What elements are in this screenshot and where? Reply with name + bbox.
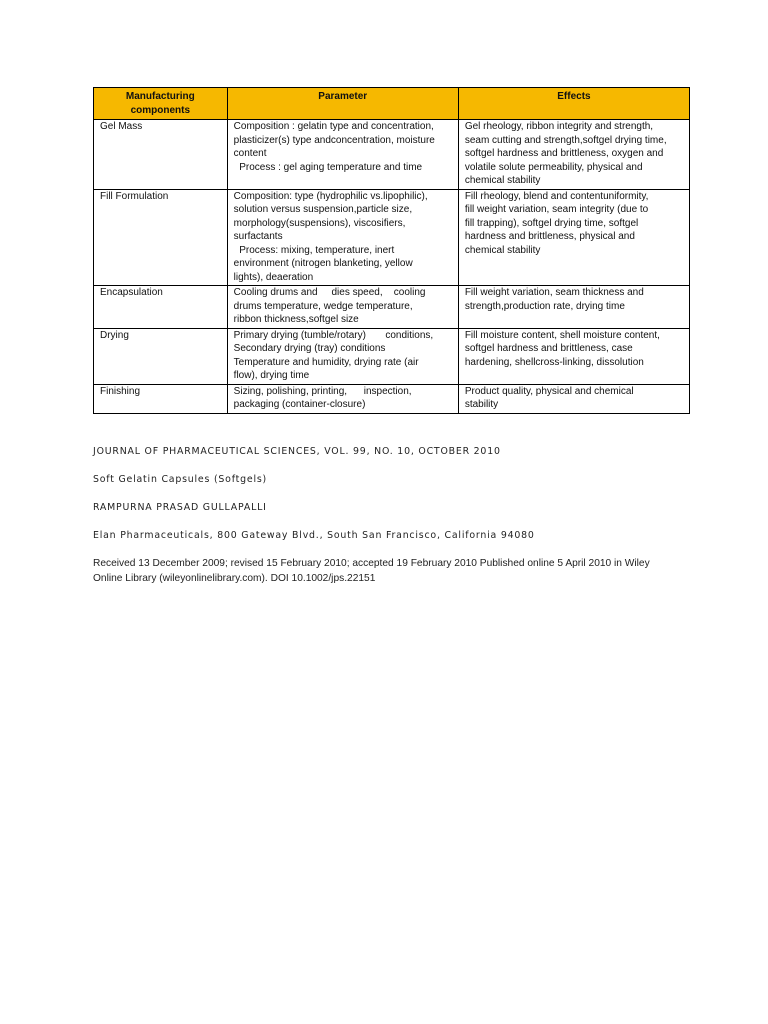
cell-parameter xyxy=(227,189,458,286)
effects-line: chemical stability xyxy=(464,244,541,256)
parameter-line: Cooling drums and dies speed, cooling xyxy=(233,287,426,298)
effects-line: hardness and brittleness, physical and xyxy=(464,231,635,242)
header-components-line1: Manufacturing xyxy=(125,91,195,102)
effects-line: hardening, shellcross-linking, dissolution xyxy=(464,356,644,368)
parameter-line: plasticizer(s) type andconcentration, moisture xyxy=(233,134,435,146)
cell-effects xyxy=(458,384,689,413)
journal-citation: JOURNAL OF PHARMACEUTICAL SCIENCES, VOL. 99, NO. 10, OCTOBER 2010 xyxy=(93,446,501,457)
effects-line: Product quality, physical and chemical xyxy=(464,385,634,397)
table-row xyxy=(94,120,690,190)
parameter-line: packaging (container-closure) xyxy=(233,399,366,410)
effects-line: strength,production rate, drying time xyxy=(464,300,625,312)
parameter-line: Sizing, polishing, printing, inspection, xyxy=(233,385,412,397)
parameter-line: Process : gel aging temperature and time xyxy=(233,161,423,173)
table-header-row xyxy=(94,88,690,120)
effects-line: softgel hardness and brittleness, case xyxy=(464,343,633,354)
cell-component: Finishing xyxy=(94,384,228,413)
table-row xyxy=(94,328,690,384)
effects-line: Fill weight variation, seam thickness and xyxy=(464,287,644,298)
table-body xyxy=(94,120,690,414)
header-components-line2: components xyxy=(130,104,191,116)
effects-line: fill weight variation, seam integrity (due to xyxy=(464,204,649,215)
cell-effects xyxy=(458,120,689,190)
parameter-line: Composition : gelatin type and concentration, xyxy=(233,121,434,132)
cell-effects xyxy=(458,286,689,329)
effects-line: seam cutting and strength,softgel drying time, xyxy=(464,134,667,146)
author-affiliation: Elan Pharmaceuticals, 800 Gateway Blvd., South San Francisco, California 94080 xyxy=(93,530,535,541)
effects-line: Fill moisture content, shell moisture content, xyxy=(464,329,660,341)
parameter-line: solution versus suspension,particle size, xyxy=(233,204,413,215)
effects-line: fill trapping), softgel drying time, softgel xyxy=(464,217,639,229)
effects-line: volatile solute permeability, physical and xyxy=(464,161,643,173)
table-row xyxy=(94,189,690,286)
header-effects: Effects xyxy=(458,88,689,120)
author-name: RAMPURNA PRASAD GULLAPALLI xyxy=(93,502,267,513)
cell-parameter xyxy=(227,286,458,329)
effects-line: softgel hardness and brittleness, oxygen and xyxy=(464,148,664,159)
header-manufacturing-components xyxy=(94,88,228,120)
table-row xyxy=(94,286,690,329)
parameter-line: drums temperature, wedge temperature, xyxy=(233,300,413,312)
cell-parameter xyxy=(227,328,458,384)
header-parameter: Parameter xyxy=(227,88,458,120)
parameter-line: Primary drying (tumble/rotary) conditions, xyxy=(233,329,434,341)
cell-component: Drying xyxy=(94,328,228,384)
received-line-2: Online Library (wileyonlinelibrary.com). DOI 10.1002/jps.22151 xyxy=(93,573,376,584)
parameter-line: surfactants xyxy=(233,231,283,242)
parameter-line: ribbon thickness,softgel size xyxy=(233,314,359,325)
effects-line: Gel rheology, ribbon integrity and strength, xyxy=(464,121,654,132)
cell-parameter xyxy=(227,120,458,190)
cell-component: Gel Mass xyxy=(94,120,228,190)
article-title: Soft Gelatin Capsules (Softgels) xyxy=(93,474,267,485)
cell-parameter xyxy=(227,384,458,413)
received-dates xyxy=(93,556,683,586)
parameter-line: lights), deaeration xyxy=(233,271,314,283)
parameter-line: Secondary drying (tray) conditions xyxy=(233,343,386,354)
parameter-line: Temperature and humidity, drying rate (air xyxy=(233,356,419,368)
cell-effects xyxy=(458,189,689,286)
parameter-line: morphology(suspensions), viscosifiers, xyxy=(233,217,406,229)
cell-component: Fill Formulation xyxy=(94,189,228,286)
parameter-line: environment (nitrogen blanketing, yellow xyxy=(233,258,413,269)
parameter-line: Composition: type (hydrophilic vs.lipophilic), xyxy=(233,190,428,202)
cell-component: Encapsulation xyxy=(94,286,228,329)
received-line-1: Received 13 December 2009; revised 15 February 2010; accepted 19 February 2010 Published online 5 April 2010 in Wiley xyxy=(93,558,650,569)
effects-line: Fill rheology, blend and contentuniformity, xyxy=(464,190,649,202)
manufacturing-parameters-table xyxy=(93,87,690,414)
effects-line: stability xyxy=(464,399,499,410)
cell-effects xyxy=(458,328,689,384)
parameter-line: flow), drying time xyxy=(233,370,310,381)
parameter-line: content xyxy=(233,148,267,159)
table-row xyxy=(94,384,690,413)
parameter-line: Process: mixing, temperature, inert xyxy=(233,244,395,256)
effects-line: chemical stability xyxy=(464,175,541,186)
